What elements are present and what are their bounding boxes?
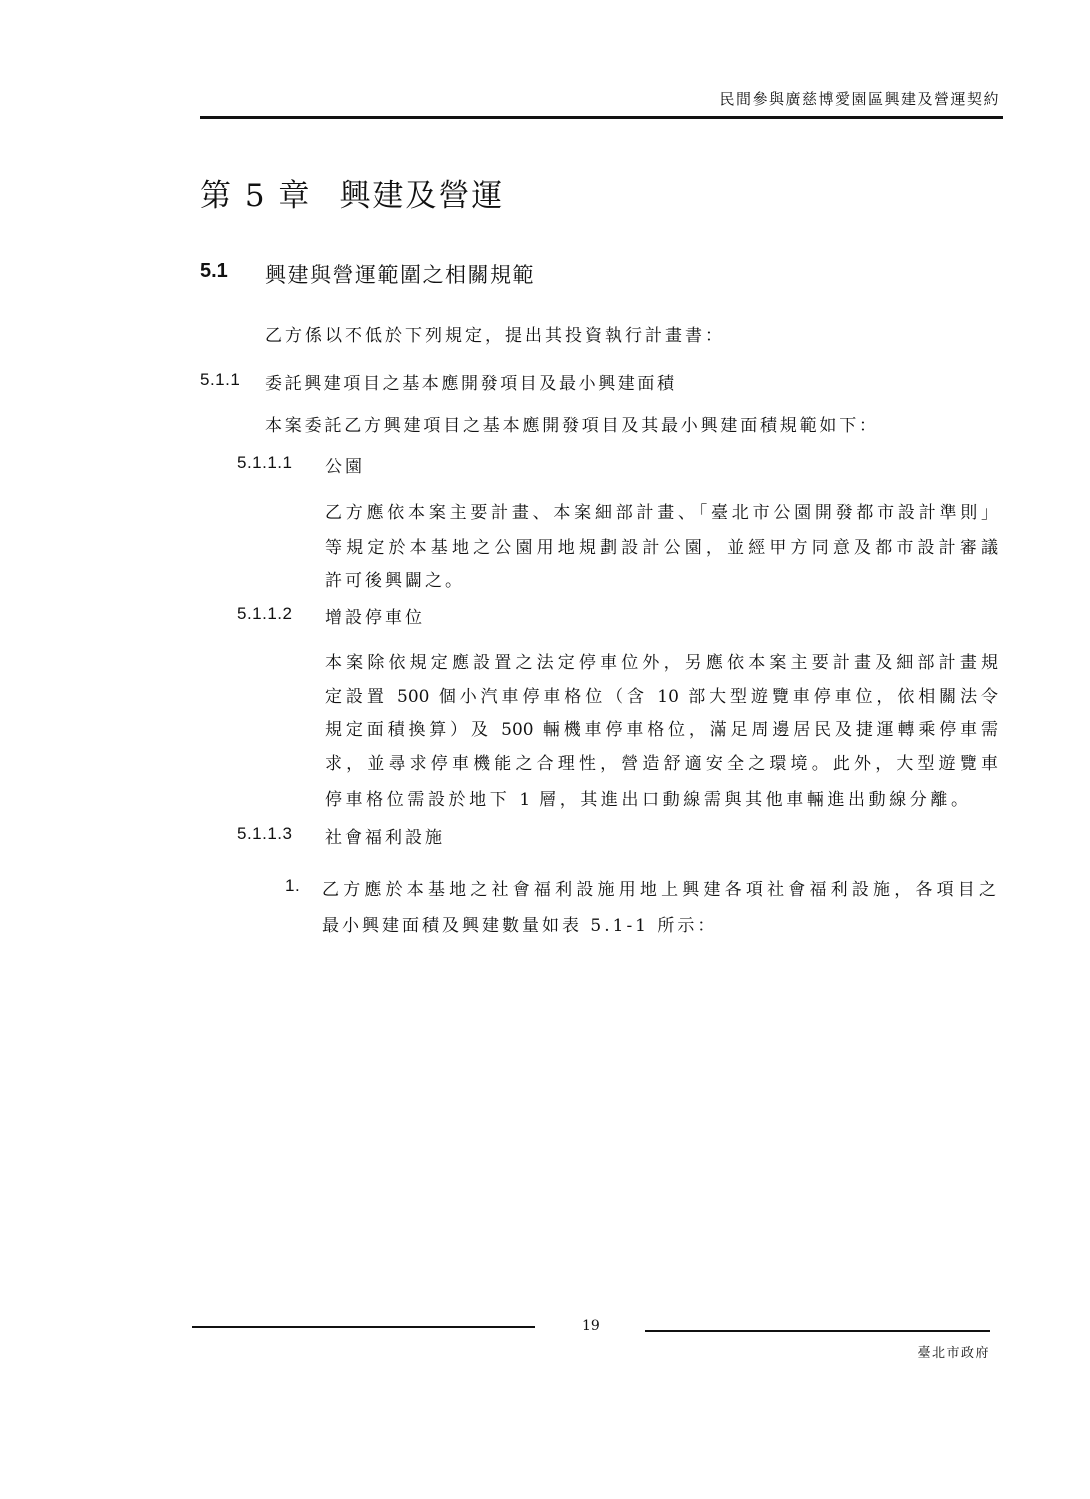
subsection-number: 5.1.1 [200,370,241,389]
list-marker: 1. [285,876,301,895]
paragraph-line: 等規定於本基地之公園用地規劃設計公園，並經甲方同意及都市設計審議 [325,538,998,558]
paragraph-line: 求，並尋求停車機能之合理性，營造舒適安全之環境。此外，大型遊覽車 [325,754,998,774]
header-divider [200,116,1003,119]
item-title: 增設停車位 [325,608,425,628]
item-title: 公園 [325,457,365,477]
page-number: 19 [582,1318,600,1334]
list-item-line: 乙方應於本基地之社會福利設施用地上興建各項社會福利設施，各項目之 [322,880,996,900]
paragraph-line: 本案除依規定應設置之法定停車位外，另應依本案主要計畫及細部計畫規 [325,653,998,673]
paragraph-line: 停車格位需設於地下 1 層，其進出口動線需與其他車輛進出動線分離。 [325,790,968,810]
paragraph-line: 許可後興闢之。 [325,571,465,591]
paragraph-line: 規定面積換算）及 500 輛機車停車格位，滿足周邊居民及捷運轉乘停車需 [325,720,998,740]
item-title: 社會福利設施 [325,828,445,848]
chapter-label: 第 5 章 [200,178,312,214]
item-number: 5.1.1.1 [237,453,293,472]
footer-divider-left [192,1326,535,1328]
section-intro: 乙方係以不低於下列規定，提出其投資執行計畫書： [265,326,725,346]
paragraph-line: 定設置 500 個小汽車停車格位（含 10 部大型遊覽車停車位，依相關法令 [325,687,998,707]
subsection-title: 委託興建項目之基本應開發項目及最小興建面積 [265,374,677,394]
document-header-title: 民間參與廣慈博愛園區興建及營運契約 [719,90,1000,108]
item-number: 5.1.1.2 [237,604,293,623]
paragraph-line: 乙方應依本案主要計畫、本案細部計畫、「臺北市公園開發都市設計準則」 [325,503,998,523]
list-item-line: 最小興建面積及興建數量如表 5.1-1 所示： [322,916,718,936]
section-number: 5.1 [200,260,228,282]
section-title: 興建與營運範圍之相關規範 [265,263,535,287]
footer-publisher: 臺北市政府 [917,1346,990,1361]
subsection-body: 本案委託乙方興建項目之基本應開發項目及其最小興建面積規範如下： [265,416,879,436]
chapter-title: 興建及營運 [339,178,505,214]
item-number: 5.1.1.3 [237,824,293,843]
footer-divider-right [645,1330,990,1332]
chapter-heading [200,170,504,215]
